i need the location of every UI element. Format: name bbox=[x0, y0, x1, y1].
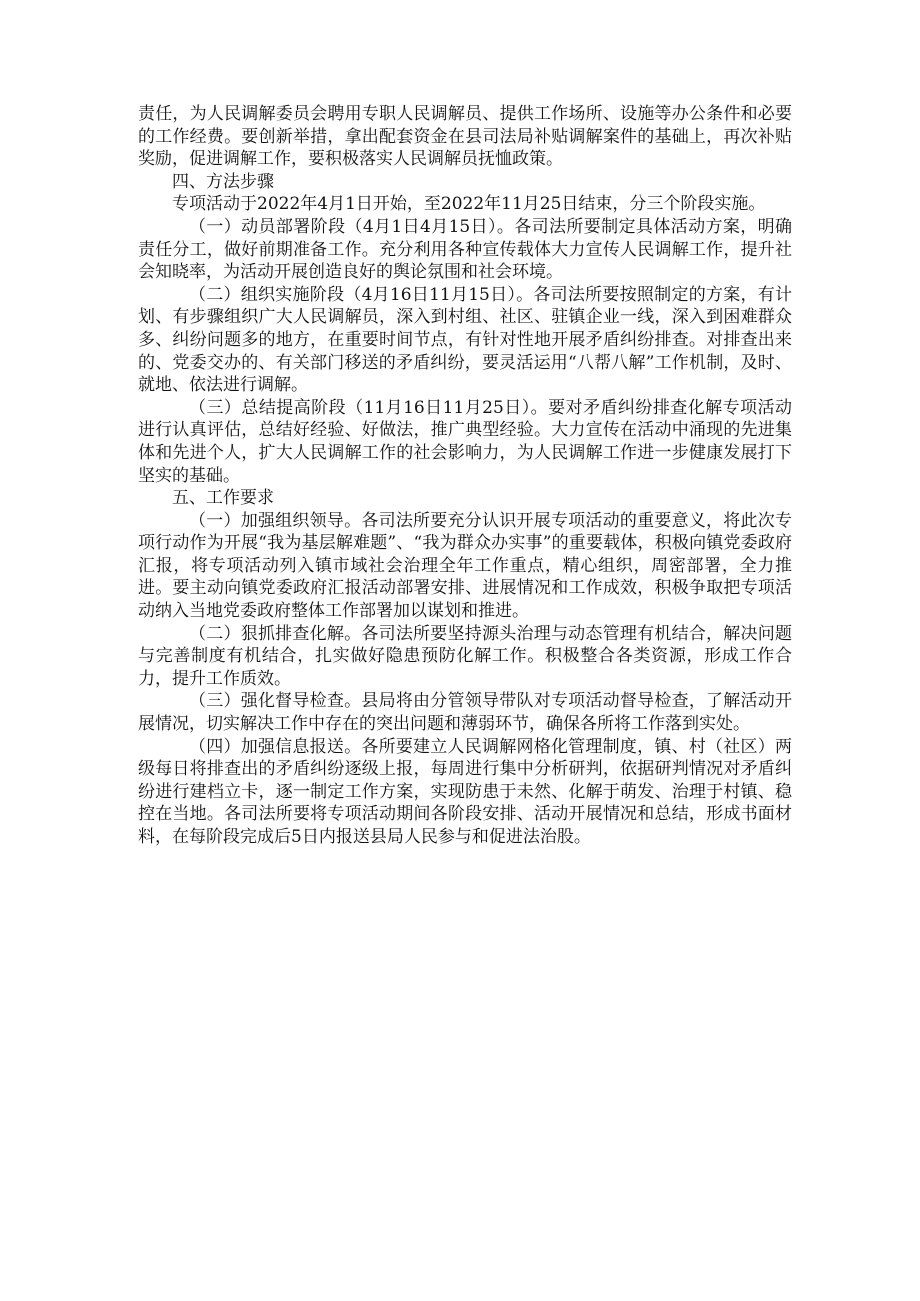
section-heading-requirements: 五、工作要求 bbox=[172, 488, 274, 509]
section-heading-methods: 四、方法步骤 bbox=[172, 171, 274, 192]
paragraph-schedule: 专项活动于2022年4月1日开始，至2022年11月25日结束，分三个阶段实施。 bbox=[172, 194, 766, 215]
paragraph-phase-2: （二）组织实施阶段（4月16日11月15日）。各司法所要按照制定的方案，有计划、有步骤组织广大人民调解员，深入到村组、社区、驻镇企业一线，深入到困难群众多、纠纷问题多的地方，在重要时间节点，有针对性地开展矛盾纠纷排查。对排查出来的、党委交办的、有关部门移送的矛盾纠纷，要灵活运用“八帮八解”工作机制，及时、就地、依法进行调解。 bbox=[138, 284, 792, 396]
paragraph-requirement-4: （四）加强信息报送。各所要建立人民调解网格化管理制度，镇、村（社区）两级每日将排查出的矛盾纠纷逐级上报，每周进行集中分析研判，依据研判情况对矛盾纠纷进行建档立卡，逐一制定工作方案，实现防患于未然、化解于萌发、治理于村镇、稳控在当地。各司法所要将专项活动期间各阶段安排、活动开展情况和总结，形成书面材料，在每阶段完成后5日内报送县局人民参与和促进法治股。 bbox=[138, 736, 792, 847]
paragraph-phase-3: （三）总结提高阶段（11月16日11月25日）。要对矛盾纠纷排查化解专项活动进行认真评估，总结好经验、好做法，推广典型经验。大力宣传在活动中涌现的先进集体和先进个人，扩大人民调解工作的社会影响力，为人民调解工作进一步健康发展打下坚实的基础。 bbox=[138, 397, 792, 486]
paragraph-requirement-3: （三）强化督导检查。县局将由分管领导带队对专项活动督导检查，了解活动开展情况，切实解决工作中存在的突出问题和薄弱环节，确保各所将工作落到实处。 bbox=[138, 691, 792, 735]
paragraph-phase-1: （一）动员部署阶段（4月1日4月15日）。各司法所要制定具体活动方案，明确责任分工，做好前期准备工作。充分利用各种宣传载体大力宣传人民调解工作，提升社会知晓率，为活动开展创造良好的舆论氛围和社会环境。 bbox=[138, 216, 792, 283]
paragraph-responsibility-continuation: 责任，为人民调解委员会聘用专职人民调解员、提供工作场所、设施等办公条件和必要的工作经费。要创新举措，拿出配套资金在县司法局补贴调解案件的基础上，再次补贴奖励，促进调解工作，要积极落实人民调解员抚恤政策。 bbox=[138, 104, 792, 170]
paragraph-requirement-2: （二）狠抓排查化解。各司法所要坚持源头治理与动态管理有机结合，解决问题与完善制度有机结合，扎实做好隐患预防化解工作。积极整合各类资源，形成工作合力，提升工作质效。 bbox=[138, 623, 792, 689]
paragraph-requirement-1: （一）加强组织领导。各司法所要充分认识开展专项活动的重要意义，将此次专项行动作为开展“我为基层解难题”、“我为群众办实事”的重要载体，积极向镇党委政府汇报，将专项活动列入镇市域社会治理全年工作重点，精心组织，周密部署，全力推进。要主动向镇党委政府汇报活动部署安排、进展情况和工作成效，积极争取把专项活动纳入当地党委政府整体工作部署加以谋划和推进。 bbox=[138, 510, 792, 622]
document-page bbox=[138, 103, 792, 849]
